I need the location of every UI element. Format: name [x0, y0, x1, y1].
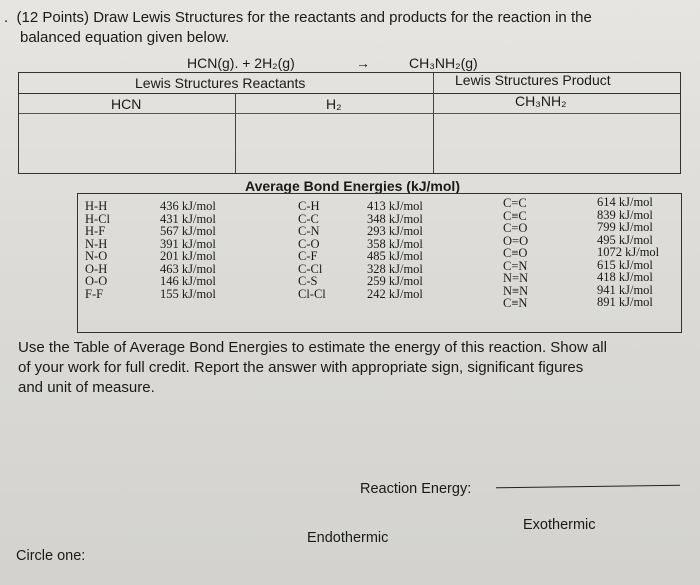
bond-label: C-F: [298, 249, 318, 263]
bond-energy: 463 kJ/mol: [160, 261, 216, 276]
bond-energy: 201 kJ/mol: [160, 249, 216, 263]
bond-label: F-F: [85, 286, 104, 301]
bond-energy: 348 kJ/mol: [367, 211, 423, 226]
question-prefix: .: [4, 9, 9, 26]
col3-energies: [597, 196, 659, 309]
bond-label: N≡N: [503, 283, 529, 298]
bond-label: N-O: [85, 249, 108, 263]
bond-energy: 799 kJ/mol: [597, 220, 653, 234]
bond-label: O-H: [85, 261, 108, 276]
bond-energy: 328 kJ/mol: [367, 261, 423, 276]
bond-label: C=C: [503, 196, 527, 210]
instructions-line-2: of your work for full credit. Report the answer with appropriate sign, significant figures: [18, 359, 584, 376]
bond-energy: 436 kJ/mol: [160, 199, 216, 213]
endothermic-option[interactable]: Endothermic: [307, 530, 389, 546]
col-ch3nh2: CH₃NH₂: [515, 93, 567, 109]
exothermic-option[interactable]: Exothermic: [523, 517, 596, 533]
bond-label: N-H: [85, 236, 108, 251]
col2-energies: [367, 200, 423, 300]
col1-bonds: [85, 200, 110, 300]
bond-label: Cl-Cl: [298, 286, 326, 301]
bond-label: N=N: [503, 271, 529, 285]
bond-energy: 413 kJ/mol: [367, 199, 423, 213]
bond-energy: 358 kJ/mol: [367, 236, 423, 251]
question-text: [4, 8, 684, 48]
lewis-table-divider-1: [235, 93, 236, 173]
bond-energy: 615 kJ/mol: [597, 257, 653, 272]
instructions-line-1: Use the Table of Average Bond Energies to estimate the energy of this reaction. Show all: [18, 339, 607, 356]
reaction-energy-label: Reaction Energy:: [360, 481, 472, 497]
bond-label: H-H: [85, 199, 108, 213]
bond-label: C-N: [298, 224, 320, 238]
bond-label: C-C: [298, 211, 319, 226]
bond-energy: 891 kJ/mol: [597, 295, 653, 309]
bond-energy: 495 kJ/mol: [597, 232, 653, 247]
bond-label: C-O: [298, 236, 320, 251]
question-line-1: (12 Points) Draw Lewis Structures for the reactants and products for the reaction in the: [16, 9, 592, 26]
reaction-energy-answer-line[interactable]: [496, 485, 680, 489]
col2-bonds: [298, 200, 326, 300]
bond-label: H-Cl: [85, 211, 110, 226]
bond-label: C-S: [298, 274, 318, 288]
bond-label: H-F: [85, 224, 106, 238]
col1-energies: [160, 200, 216, 300]
equation-products: CH₃NH₂(g): [409, 55, 478, 71]
bond-label: C≡O: [503, 246, 528, 260]
question-line-2: balanced equation given below.: [20, 29, 230, 46]
bond-energy: 614 kJ/mol: [597, 195, 653, 209]
col-h2: H₂: [326, 96, 342, 112]
bond-energy: 146 kJ/mol: [160, 274, 216, 288]
bond-energy: 941 kJ/mol: [597, 282, 653, 297]
bond-label: C-Cl: [298, 261, 323, 276]
instructions-line-3: and unit of measure.: [18, 379, 155, 396]
lewis-structures-table: [18, 72, 681, 174]
bond-label: C=N: [503, 258, 528, 273]
bond-energies-title: Average Bond Energies (kJ/mol): [245, 178, 460, 194]
header-reactants: Lewis Structures Reactants: [135, 75, 306, 91]
bond-label: C≡C: [503, 208, 527, 223]
col-hcn: HCN: [111, 96, 142, 112]
equation-arrow: →: [356, 55, 370, 71]
bond-energy: 418 kJ/mol: [597, 270, 653, 284]
bond-label: O=O: [503, 233, 529, 248]
bond-label: C≡N: [503, 296, 528, 310]
bond-energy: 242 kJ/mol: [367, 286, 423, 301]
lewis-table-divider-2: [433, 73, 434, 173]
circle-one-label: Circle one:: [16, 548, 86, 564]
bond-energy: 839 kJ/mol: [597, 207, 653, 222]
bond-energy: 259 kJ/mol: [367, 274, 423, 288]
bond-label: C-H: [298, 199, 320, 213]
bond-energy: 485 kJ/mol: [367, 249, 423, 263]
header-product: Lewis Structures Product: [455, 72, 611, 88]
bond-energy: 567 kJ/mol: [160, 224, 216, 238]
bond-energy: 431 kJ/mol: [160, 211, 216, 226]
col3-bonds: [503, 197, 528, 310]
equation-reactants: HCN(g). + 2H₂(g): [187, 55, 295, 71]
bond-label: C=O: [503, 221, 528, 235]
bond-energy: 293 kJ/mol: [367, 224, 423, 238]
bond-energy: 1072 kJ/mol: [597, 245, 660, 259]
instructions: [18, 338, 688, 398]
bond-energy: 391 kJ/mol: [160, 236, 216, 251]
bond-label: O-O: [85, 274, 108, 288]
bond-energy: 155 kJ/mol: [160, 286, 216, 301]
